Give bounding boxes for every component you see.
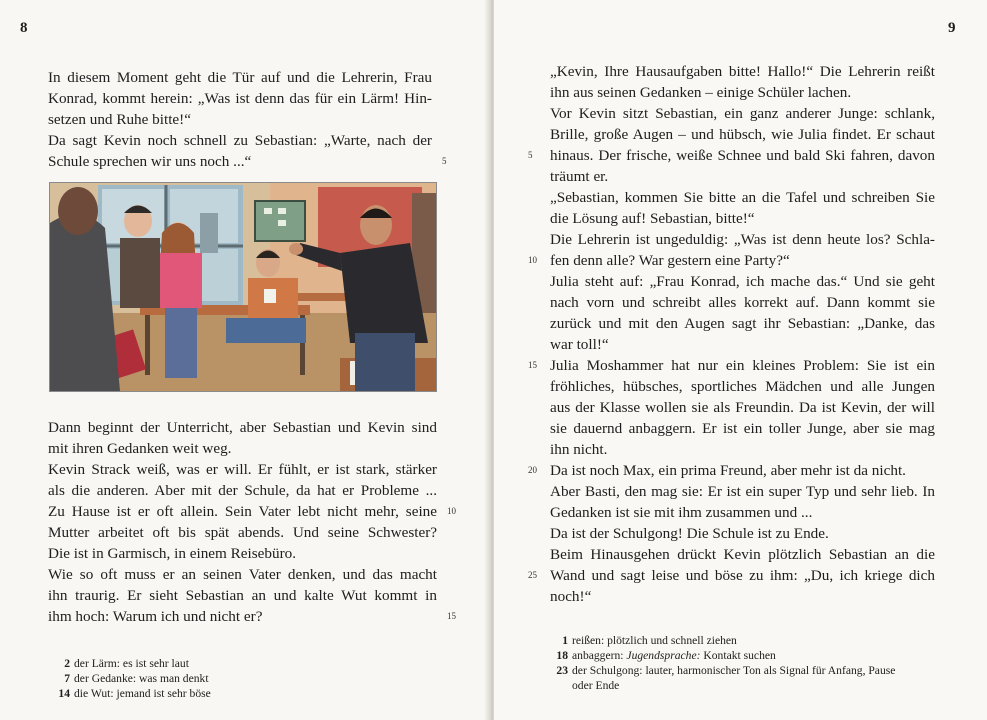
- line-number: 10: [447, 506, 456, 516]
- text-line: hinaus. Der frische, weiße Schnee und bald Ski fahren, davon: [550, 147, 935, 164]
- footnote-text: oder Ende: [572, 679, 620, 692]
- footnote-text: plötzlich und schnell ziehen: [607, 634, 737, 647]
- footnote: [48, 671, 211, 686]
- text-line: Brille, große Augen – und hübsch, wie Julia findet. Er schaut: [550, 126, 935, 143]
- footnote-text: Kontakt suchen: [703, 649, 776, 662]
- footnote-number: 1: [562, 634, 568, 647]
- line-number: 15: [447, 611, 456, 621]
- text-line: Dann beginnt der Unterricht, aber Sebastian und Kevin sind: [48, 419, 437, 436]
- text-line: fen denn alle? War gestern eine Party?“: [550, 252, 790, 269]
- text-line: „Sebastian, kommen Sie bitte an die Tafel und schreiben Sie: [550, 189, 935, 206]
- text-line: Vor Kevin sitzt Sebastian, ein ganz anderer Junge: schlank,: [550, 105, 935, 122]
- left-footnotes: [48, 656, 211, 701]
- footnote-label: Jugendsprache:: [626, 649, 701, 662]
- text-line: Die ist in Garmisch, in einem Reisebüro.: [48, 545, 297, 562]
- footnote-number: 14: [58, 687, 70, 700]
- text-line: Gedanken ist sie mit ihm zusammen und ...: [550, 504, 813, 521]
- footnote: [48, 686, 211, 701]
- page-number-left: 8: [20, 20, 28, 36]
- text-line: nach vorn und schreibt alles korrekt auf. Dann kommt sie: [550, 294, 935, 311]
- line-number: 25: [528, 570, 537, 580]
- text-line: setzen und Ruhe bitte!“: [48, 111, 191, 128]
- text-line: zurück und mit den Augen sagt ihr Sebastian: „Danke, das: [550, 315, 935, 332]
- footnote-number: 23: [556, 664, 568, 677]
- text-line: noch!“: [550, 588, 592, 605]
- footnote-text: die Wut: jemand ist sehr böse: [74, 687, 211, 700]
- text-line: ihn nicht.: [550, 441, 608, 458]
- line-number: 5: [442, 156, 447, 166]
- footnote: [550, 678, 895, 693]
- left-page: [0, 0, 490, 720]
- text-line: Konrad, kommt herein: „Was ist denn das für ein Lärm! Hin-: [48, 90, 432, 107]
- text-line: Die Lehrerin ist ungeduldig: „Was ist denn heute los? Schla-: [550, 231, 935, 248]
- text-line: Julia steht auf: „Frau Konrad, ich mache das.“ Und sie geht: [550, 273, 935, 290]
- line-number: 5: [528, 150, 533, 160]
- line-number: 15: [528, 360, 537, 370]
- footnote: [550, 633, 895, 648]
- text-line: Da sagt Kevin noch schnell zu Sebastian: „Warte, nach der: [48, 132, 432, 149]
- text-line: Schule sprechen wir uns noch ...“: [48, 153, 252, 170]
- footnote-text: lauter, harmonischer Ton als Signal für Anfang, Pause: [645, 664, 896, 677]
- text-line: Aber Basti, den mag sie: Er ist ein super Typ und sehr lieb. In: [550, 483, 935, 500]
- text-line: als die anderen. Aber mit der Schule, da hat er Probleme ...: [48, 482, 437, 499]
- footnote-number: 2: [64, 657, 70, 670]
- text-line: ihm hoch: Warum ich und nicht er?: [48, 608, 263, 625]
- page-number-right: 9: [948, 20, 956, 36]
- footnote-number: 18: [556, 649, 568, 662]
- footnote-number: 7: [64, 672, 70, 685]
- footnote-term: anbaggern:: [572, 649, 624, 662]
- text-line: Julia Moshammer hat nur ein kleines Problem: Sie ist ein: [550, 357, 935, 374]
- text-line: aus der Klasse wollen sie als Freundin. Da ist Kevin, der will: [550, 399, 935, 416]
- text-line: In diesem Moment geht die Tür auf und die Lehrerin, Frau: [48, 69, 432, 86]
- text-line: fröhliches, hübsches, sportliches Mädchen und alle Jungen: [550, 378, 935, 395]
- text-line: sie dauernd anbaggern. Er ist ein toller Junge, aber sie mag: [550, 420, 935, 437]
- right-footnotes: [550, 633, 895, 693]
- text-line: Wand und sagt leise und böse zu ihm: „Du, ich kriege dich: [550, 567, 935, 584]
- line-number: 10: [528, 255, 537, 265]
- classroom-illustration-drawing: [50, 183, 436, 391]
- text-line: die Lösung auf! Sebastian, bitte!“: [550, 210, 755, 227]
- text-line: „Kevin, Ihre Hausaufgaben bitte! Hallo!“ Die Lehrerin reißt: [550, 63, 935, 80]
- footnote-text: der Gedanke: was man denkt: [74, 672, 209, 685]
- text-line: ihn aus seinen Gedanken – einige Schüler lachen.: [550, 84, 852, 101]
- line-number: 20: [528, 465, 537, 475]
- text-line: Zu Hause ist er oft allein. Sein Vater lebt nicht mehr, seine: [48, 503, 437, 520]
- footnote: [550, 648, 895, 663]
- footnote-term: reißen:: [572, 634, 605, 647]
- text-line: träumt er.: [550, 168, 609, 185]
- footnote: [550, 663, 895, 678]
- left-paragraph-2: [48, 417, 456, 627]
- text-line: Kevin Strack weiß, was er will. Er fühlt, er ist stark, stärker: [48, 461, 437, 478]
- text-line: war toll!“: [550, 336, 609, 353]
- footnote: [48, 656, 211, 671]
- text-line: Mutter arbeitet oft bis spät abends. Und seine Schwester?: [48, 524, 437, 541]
- text-line: Da ist der Schulgong! Die Schule ist zu Ende.: [550, 525, 829, 542]
- right-body-text: [528, 61, 935, 607]
- classroom-illustration: [49, 182, 437, 392]
- text-line: Wie so oft muss er an seinen Vater denken, und das macht: [48, 566, 437, 583]
- footnote-text: der Lärm: es ist sehr laut: [74, 657, 189, 670]
- text-line: mit ihren Gedanken weit weg.: [48, 440, 232, 457]
- right-page: [494, 0, 987, 720]
- text-line: Beim Hinausgehen drückt Kevin plötzlich Sebastian an die: [550, 546, 935, 563]
- text-line: ihn traurig. Er sieht Sebastian an und kalte Wut kommt in: [48, 587, 437, 604]
- text-line: Da ist noch Max, ein prima Freund, aber mehr ist da nicht.: [550, 462, 906, 479]
- footnote-term: der Schulgong:: [572, 664, 643, 677]
- left-paragraph-1: [48, 67, 447, 172]
